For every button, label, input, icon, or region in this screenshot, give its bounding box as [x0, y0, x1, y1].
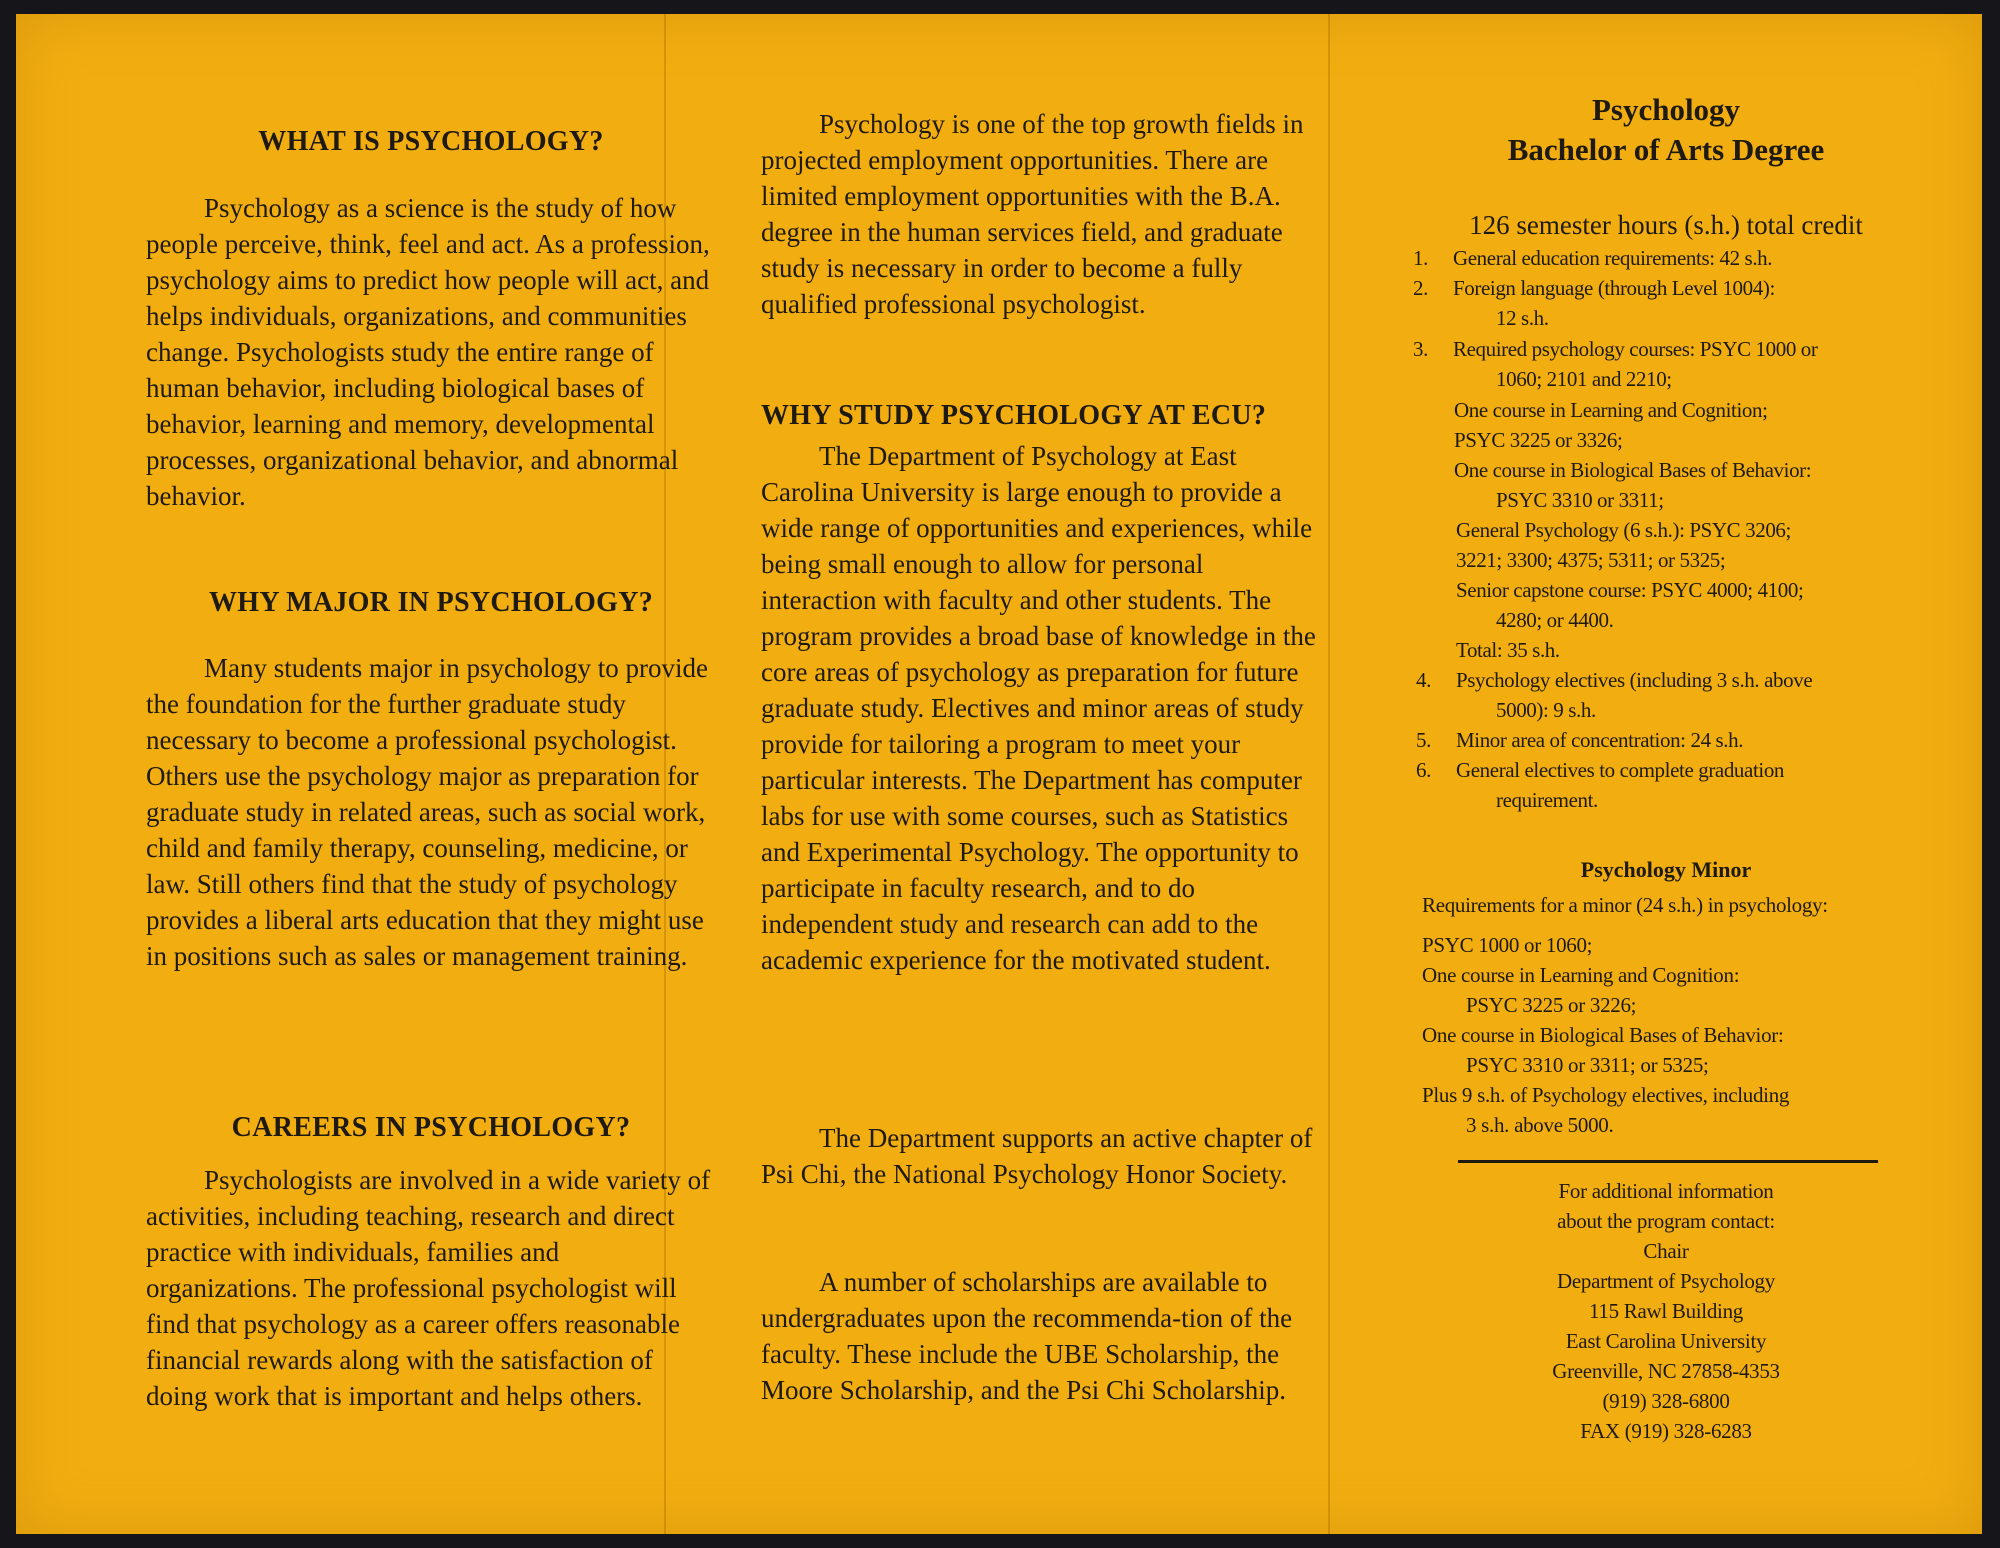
- careers-heading: CAREERS IN PSYCHOLOGY?: [231, 1112, 631, 1143]
- minor-line: PSYC 1000 or 1060;: [1422, 933, 1593, 957]
- requirement-number: 1.: [1413, 246, 1428, 270]
- careers-text: Psychologists are involved in a wide variety of activities, including teaching, research and direct practice with individuals, families and organizations. The professional psychologist will find that psychology as a career offers reasonable financial rewards along with the satisfaction of doing work that is important and helps others.: [146, 1165, 711, 1411]
- requirement-number: 6.: [1416, 758, 1431, 782]
- minor-intro: Requirements for a minor (24 s.h.) in psychology:: [1422, 893, 1828, 917]
- growth-text: Psychology is one of the top growth fields in projected employment opportunities. There are limited employment opportunities with the B.A. degree in the human services field, and graduate study is necessary in order to become a fully qualified professional psychologist.: [761, 109, 1304, 319]
- what-is-psychology-text: Psychology as a science is the study of how people perceive, think, feel and act. As a profession, psychology aims to predict how people will act, and helps individuals, organizations, and communities change. Psychologists study the entire range of human behavior, including biological bases of behavior, learning and memory, developmental processes, organizational behavior, and abnormal behavior.: [146, 193, 710, 511]
- contact-fax: FAX (919) 328-6283: [1580, 1419, 1752, 1443]
- contact-title: Chair: [1643, 1239, 1689, 1263]
- requirement-text: Minor area of concentration: 24 s.h.: [1456, 728, 1744, 752]
- requirement-text: Psychology electives (including 3 s.h. above: [1456, 668, 1813, 692]
- requirement-number: 2.: [1413, 276, 1428, 300]
- requirement-continuation: requirement.: [1496, 788, 1598, 812]
- capstone-courses: 4280; or 4400.: [1496, 608, 1614, 632]
- what-is-psychology-heading: WHAT IS PSYCHOLOGY?: [258, 126, 604, 157]
- minor-line: PSYC 3310 or 3311; or 5325;: [1466, 1053, 1709, 1077]
- requirement-continuation: 1060; 2101 and 2210;: [1496, 367, 1672, 391]
- biological-bases-courses: PSYC 3310 or 3311;: [1496, 488, 1664, 512]
- why-ecu-text: The Department of Psychology at East Carolina University is large enough to provide a wide range of opportunities and experiences, while being small enough to allow for personal interaction with faculty and other students. The program provides a broad base of knowledge in the core areas of psychology as preparation for future graduate study. Electives and minor areas of study provide for tailoring a program to meet your particular interests. The Department has computer labs for use with some courses, such as Statistics and Experimental Psychology. The opportunity to participate in faculty research, and to do independent study and research can add to the academic experience for the motivated student.: [761, 441, 1316, 975]
- minor-line: 3 s.h. above 5000.: [1466, 1113, 1614, 1137]
- brochure-sheet: [16, 14, 1982, 1534]
- requirement-continuation: 12 s.h.: [1496, 306, 1549, 330]
- requirement-text: Foreign language (through Level 1004):: [1453, 276, 1775, 300]
- contact-university: East Carolina University: [1565, 1329, 1767, 1353]
- why-major-text: Many students major in psychology to provide the foundation for the further graduate study necessary to become a professional psychologist. Others use the psychology major as preparation for graduate study in related areas, such as social work, child and family therapy, counseling, medicine, or law. Still others find that the study of psychology provides a liberal arts education that they might use in positions such as sales or management training.: [146, 653, 708, 971]
- contact-department: Department of Psychology: [1557, 1269, 1775, 1293]
- why-ecu-heading: WHY STUDY PSYCHOLOGY AT ECU?: [761, 400, 1267, 431]
- minor-line: Plus 9 s.h. of Psychology electives, including: [1422, 1083, 1790, 1107]
- requirement-number: 3.: [1413, 337, 1428, 361]
- contact-line: about the program contact:: [1557, 1209, 1775, 1233]
- capstone-line: Senior capstone course: PSYC 4000; 4100;: [1456, 578, 1804, 602]
- divider: [1458, 1160, 1878, 1163]
- requirement-number: 5.: [1416, 728, 1431, 752]
- scholarships-text: A number of scholarships are available to undergraduates upon the recommenda-tion of the faculty. These include the UBE Scholarship, the Moore Scholarship, and the Psi Chi Scholarship.: [761, 1267, 1293, 1405]
- total-credit: 126 semester hours (s.h.) total credit: [1469, 210, 1863, 240]
- contact-line: For additional information: [1558, 1179, 1774, 1203]
- requirement-text: Required psychology courses: PSYC 1000 or: [1453, 337, 1818, 361]
- requirement-text: General electives to complete graduation: [1456, 758, 1785, 782]
- contact-phone: (919) 328-6800: [1602, 1389, 1730, 1413]
- requirement-number: 4.: [1416, 668, 1431, 692]
- minor-title: Psychology Minor: [1580, 857, 1752, 882]
- requirement-text: General education requirements: 42 s.h.: [1453, 246, 1773, 270]
- minor-line: PSYC 3225 or 3226;: [1466, 993, 1637, 1017]
- minor-line: One course in Learning and Cognition:: [1422, 963, 1740, 987]
- minor-line: One course in Biological Bases of Behavior:: [1422, 1023, 1784, 1047]
- general-psychology-courses: 3221; 3300; 4375; 5311; or 5325;: [1456, 548, 1726, 572]
- learning-cognition-line: One course in Learning and Cognition;: [1454, 398, 1768, 422]
- degree-subtitle: Bachelor of Arts Degree: [1507, 132, 1825, 167]
- contact-building: 115 Rawl Building: [1589, 1299, 1743, 1323]
- learning-cognition-courses: PSYC 3225 or 3326;: [1454, 428, 1623, 452]
- general-psychology-line: General Psychology (6 s.h.): PSYC 3206;: [1456, 518, 1791, 542]
- contact-address: Greenville, NC 27858-4353: [1552, 1359, 1780, 1383]
- psi-chi-text: The Department supports an active chapter of Psi Chi, the National Psychology Honor Society.: [761, 1123, 1313, 1189]
- biological-bases-line: One course in Biological Bases of Behavior:: [1454, 458, 1812, 482]
- required-total: Total: 35 s.h.: [1456, 638, 1560, 662]
- fold-line-right: [1328, 14, 1330, 1534]
- why-major-heading: WHY MAJOR IN PSYCHOLOGY?: [208, 587, 654, 618]
- degree-title: Psychology: [1591, 92, 1741, 127]
- requirement-continuation: 5000): 9 s.h.: [1496, 698, 1596, 722]
- contact-block: [1396, 1176, 1936, 1446]
